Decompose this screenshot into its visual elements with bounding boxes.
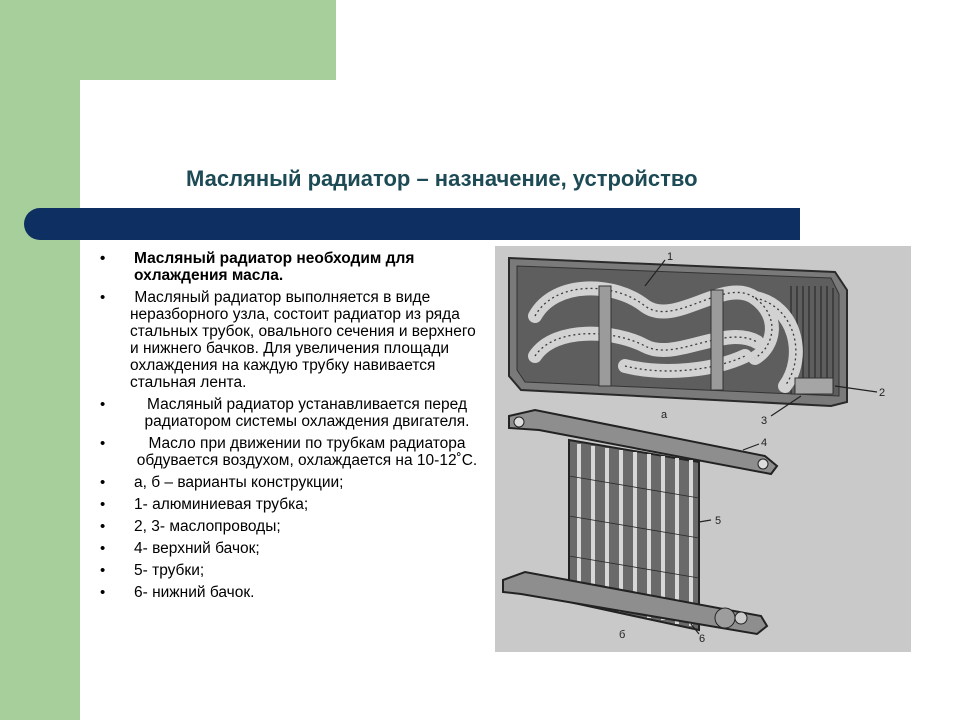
bullet-dot: • [100, 435, 106, 452]
bullet-dot: • [100, 562, 106, 579]
radiator-variant-a [509, 258, 877, 416]
bullet-item [100, 562, 480, 579]
label-3: 3 [761, 415, 768, 427]
bullet-text: Масло при движении по трубкам радиатора обдувается воздухом, охлаждается на 10-12˚С. [136, 435, 478, 469]
label-b: б [619, 629, 626, 641]
bullet-dot: • [100, 584, 106, 601]
bullet-dot: • [100, 540, 106, 557]
decor-green-top [0, 0, 336, 80]
bullet-text: а, б – варианты конструкции; [134, 474, 344, 491]
label-2: 2 [879, 387, 886, 399]
radiator-illustration [495, 246, 911, 652]
label-4: 4 [761, 437, 768, 449]
slide-title: Масляный радиатор – назначение, устройство [186, 166, 698, 191]
bullet-text: Масляный радиатор необходим для охлаждения масла. [134, 250, 415, 284]
bullet-item [100, 540, 480, 557]
label-1: 1 [667, 251, 674, 263]
label-a: а [661, 409, 668, 421]
bullet-list [100, 250, 480, 606]
title-underline-bar [24, 208, 800, 240]
bullet-text: Масляный радиатор устанавливается перед радиатором системы охлаждения двигателя. [144, 396, 470, 430]
bullet-item [100, 584, 480, 601]
bullet-text: 5- трубки; [134, 562, 205, 579]
bullet-dot: • [100, 250, 106, 267]
bullet-text: 2, 3- маслопроводы; [134, 518, 281, 535]
bullet-text: Масляный радиатор выполняется в виде неразборного узла, состоит радиатор из ряда стальных трубок, овального сечения и верхнего и нижнего бачков. Для увеличения площади охлаждения на каждую трубку навивается стальная лента. [130, 289, 481, 391]
decor-green-left [0, 0, 80, 720]
bullet-dot: • [100, 496, 106, 513]
label-5: 5 [715, 515, 722, 527]
radiator-drawing [495, 246, 911, 652]
bullet-dot: • [100, 289, 106, 306]
bullet-item [100, 289, 480, 391]
bullet-item [100, 435, 480, 469]
bullet-dot: • [100, 474, 106, 491]
bullet-item [100, 518, 480, 535]
bullet-dot: • [100, 396, 106, 413]
label-6: 6 [699, 633, 706, 645]
bullet-text: 1- алюминиевая трубка; [134, 496, 309, 513]
bullet-dot: • [100, 518, 106, 535]
bullet-item [100, 474, 480, 491]
bullet-text: 6- нижний бачок. [134, 584, 255, 601]
bullet-item [100, 250, 480, 284]
bullet-item [100, 496, 480, 513]
bullet-item [100, 396, 480, 430]
bullet-text: 4- верхний бачок; [134, 540, 260, 557]
